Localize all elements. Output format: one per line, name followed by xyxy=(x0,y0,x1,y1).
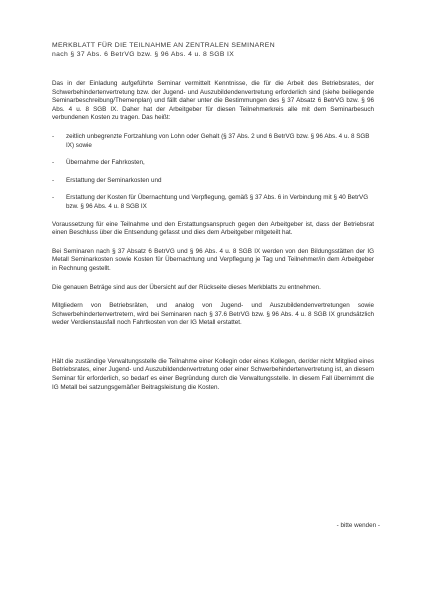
document-title xyxy=(52,41,382,59)
list-item xyxy=(52,159,374,168)
list-dash: - xyxy=(52,194,55,202)
list-item-text: Erstattung der Seminarkosten und xyxy=(66,176,162,184)
prerequisite-paragraph: Voraussetzung für eine Teilnahme und den Erstattungsanspruch gegen den Arbeitgeber ist, dass der Betriebsrat einen Beschluss über die Entsendung gefasst und dies dem Arbeitgeber mitgeteilt hat. xyxy=(52,220,374,237)
members-paragraph: Mitgliedern von Betriebsräten, und analog von Jugend- und Auszubildendenvertretungen sowie Schwerbehindertenvertretern, wird bei Seminaren nach § 37.6 BetrVG bzw. § 96 Abs. 4 u. 8 SGB IX grundsätzlich weder Verdienstausfall noch Fahrtkosten von der IG Metall erstattet. xyxy=(52,302,374,327)
title-line-2: nach § 37 Abs. 6 BetrVG bzw. § 96 Abs. 4 u. 8 SGB IX xyxy=(52,51,235,59)
list-dash: - xyxy=(52,132,55,140)
list-item xyxy=(52,194,374,211)
billing-paragraph: Bei Seminaren nach § 37 Absatz 6 BetrVG und § 96 Abs. 4 u. 8 SGB IX werden von den Bildungsstätten der IG Metall Seminarkosten sowie Kosten für Übernachtung und Verpflegung je Tag und Teilnehmer/in dem Arbeitgeber in Rechnung gestellt. xyxy=(52,247,374,272)
list-item-text: Übernahme der Fahrkosten, xyxy=(66,159,145,167)
list-dash: - xyxy=(52,159,55,167)
list-item-text: Erstattung der Kosten für Übernachtung und Verpflegung, gemäß § 37 Abs. 6 in Verbindung mit § 40 BetrVG bzw. § 96 Abs. 4 u. 8 SGB IX xyxy=(66,194,369,210)
cost-list xyxy=(52,133,374,212)
closing-paragraph: Hält die zuständige Verwaltungsstelle die Teilnahme einer Kollegin oder eines Kollegen, der/der nicht Mitglied eines Betriebsrates, einer Jugend- und Auszubildendenvertretung oder einer Schwerbehindertenvertretung ist, an diesem Seminar für erforderlich, so bedarf es einer Begründung durch die Verwaltungsstelle. In diesem Fall übernimmt die IG Metall bei satzungsgemäßer Beitragsleistung die Kosten. xyxy=(52,357,374,391)
intro-paragraph: Das in der Einladung aufgeführte Seminar vermittelt Kenntnisse, die für die Arbeit des Betriebsrates, der Schwerbehindertenvertretung bzw. der Jugend- und Auszubildendenvertretung erforderlich sind (siehe beiliegende Seminarbeschreibung/Themenplan) und fällt daher unter die Bestimmungen des § 37 Absatz 6 BetrVG bzw. § 96 Abs. 4 u. 8 SGB IX. Daher hat der Arbeitgeber für diesen Teilnehmerkreis alle mit dem Seminarbesuch verbundenen Kosten zu tragen. Das heißt: xyxy=(52,80,374,122)
list-dash: - xyxy=(52,176,55,184)
amounts-paragraph: Die genauen Beträge sind aus der Übersicht auf der Rückseite dieses Merkblatts zu entnehmen. xyxy=(52,283,321,291)
section-spacer xyxy=(52,338,374,358)
title-line-1: MERKBLATT FÜR DIE TEILNAHME AN ZENTRALEN SEMINAREN xyxy=(52,42,275,49)
list-item xyxy=(52,177,374,186)
document-body xyxy=(52,80,374,402)
page-footer: - bitte wenden - xyxy=(336,522,380,529)
list-item xyxy=(52,133,374,150)
list-item-text: zeitlich unbegrenzte Fortzahlung von Lohn oder Gehalt (§ 37 Abs. 2 und 6 BetrVG bzw. § 96 Abs. 4 u. 8 SGB IX) sowie xyxy=(66,132,370,149)
